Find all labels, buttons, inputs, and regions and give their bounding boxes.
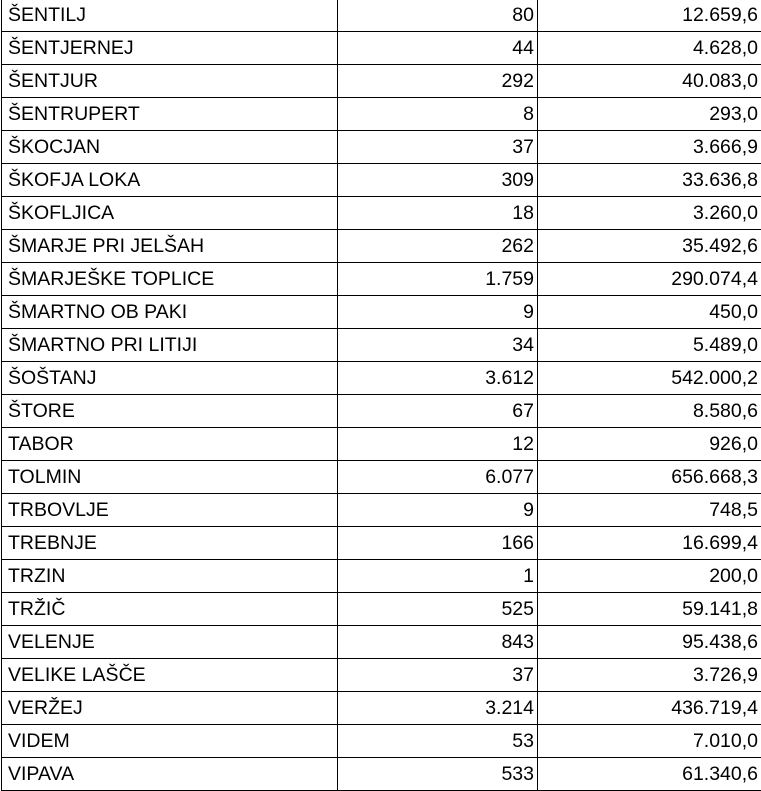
table-row [2,98,761,131]
count-cell: 1.759 [338,263,538,296]
municipality-cell: VIPAVA [2,758,338,791]
value-cell: 450,0 [538,296,761,329]
value-cell: 61.340,6 [538,758,761,791]
table-row [2,230,761,263]
value-cell: 7.010,0 [538,725,761,758]
table-row [2,593,761,626]
count-cell: 1 [338,560,538,593]
table-row [2,164,761,197]
table-row [2,725,761,758]
table-row [2,461,761,494]
table-body [2,0,761,791]
municipality-cell: ŠENTJERNEJ [2,32,338,65]
value-cell: 3.726,9 [538,659,761,692]
value-cell: 3.666,9 [538,131,761,164]
table-row [2,263,761,296]
municipality-cell: ŠKOFLJICA [2,197,338,230]
value-cell: 542.000,2 [538,362,761,395]
municipality-cell: ŠMARJEŠKE TOPLICE [2,263,338,296]
value-cell: 12.659,6 [538,0,761,32]
table-row [2,296,761,329]
table-row [2,395,761,428]
municipality-cell: ŠENTJUR [2,65,338,98]
value-cell: 3.260,0 [538,197,761,230]
municipality-cell: ŠKOFJA LOKA [2,164,338,197]
count-cell: 80 [338,0,538,32]
count-cell: 8 [338,98,538,131]
municipality-cell: ŠMARTNO OB PAKI [2,296,338,329]
count-cell: 525 [338,593,538,626]
municipality-cell: TRBOVLJE [2,494,338,527]
data-table [1,0,761,791]
count-cell: 533 [338,758,538,791]
table-row [2,65,761,98]
table-row [2,131,761,164]
municipality-cell: TABOR [2,428,338,461]
count-cell: 262 [338,230,538,263]
table-row [2,197,761,230]
municipality-cell: TOLMIN [2,461,338,494]
municipality-cell: TRZIN [2,560,338,593]
count-cell: 53 [338,725,538,758]
municipality-cell: ŠENTRUPERT [2,98,338,131]
value-cell: 95.438,6 [538,626,761,659]
value-cell: 40.083,0 [538,65,761,98]
table-row [2,32,761,65]
table-row [2,0,761,32]
count-cell: 3.214 [338,692,538,725]
value-cell: 33.636,8 [538,164,761,197]
value-cell: 656.668,3 [538,461,761,494]
municipality-cell: ŠMARTNO PRI LITIJI [2,329,338,362]
value-cell: 59.141,8 [538,593,761,626]
value-cell: 293,0 [538,98,761,131]
municipality-cell: ŠTORE [2,395,338,428]
municipality-cell: ŠMARJE PRI JELŠAH [2,230,338,263]
municipality-cell: ŠOŠTANJ [2,362,338,395]
value-cell: 200,0 [538,560,761,593]
count-cell: 9 [338,296,538,329]
municipality-cell: VIDEM [2,725,338,758]
count-cell: 3.612 [338,362,538,395]
table-row [2,659,761,692]
value-cell: 290.074,4 [538,263,761,296]
municipality-cell: VERŽEJ [2,692,338,725]
municipality-cell: ŠKOCJAN [2,131,338,164]
table-row [2,527,761,560]
count-cell: 292 [338,65,538,98]
table-row [2,758,761,791]
table-row [2,362,761,395]
value-cell: 748,5 [538,494,761,527]
table-row [2,329,761,362]
value-cell: 35.492,6 [538,230,761,263]
municipality-cell: TRŽIČ [2,593,338,626]
table-row [2,560,761,593]
table-row [2,692,761,725]
table-row [2,626,761,659]
count-cell: 44 [338,32,538,65]
count-cell: 166 [338,527,538,560]
municipality-cell: ŠENTILJ [2,0,338,32]
count-cell: 9 [338,494,538,527]
count-cell: 309 [338,164,538,197]
count-cell: 34 [338,329,538,362]
count-cell: 67 [338,395,538,428]
value-cell: 16.699,4 [538,527,761,560]
value-cell: 8.580,6 [538,395,761,428]
table-row [2,428,761,461]
value-cell: 5.489,0 [538,329,761,362]
count-cell: 37 [338,131,538,164]
count-cell: 843 [338,626,538,659]
municipality-cell: TREBNJE [2,527,338,560]
value-cell: 926,0 [538,428,761,461]
count-cell: 12 [338,428,538,461]
table-row [2,494,761,527]
municipality-cell: VELIKE LAŠČE [2,659,338,692]
value-cell: 4.628,0 [538,32,761,65]
count-cell: 37 [338,659,538,692]
value-cell: 436.719,4 [538,692,761,725]
municipality-cell: VELENJE [2,626,338,659]
count-cell: 18 [338,197,538,230]
count-cell: 6.077 [338,461,538,494]
